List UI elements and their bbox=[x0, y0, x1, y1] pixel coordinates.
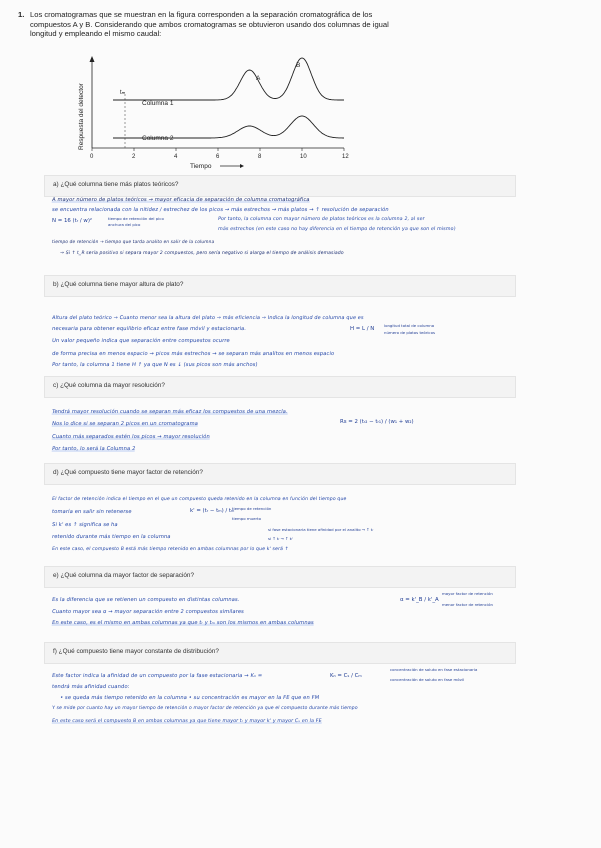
answer-c-line-2: Nos lo dice si se separan 2 picos en un cromatograma bbox=[51, 421, 199, 427]
answer-f-line-2: tendrá más afinidad cuando: bbox=[51, 684, 130, 690]
answer-b-line-1: Altura del plato teórico → Cuanto menor sea la altura del plato → más eficiencia → Indica la longitud de columna que es bbox=[51, 315, 365, 321]
formula-a: N = 16 (tᵣ / w)² bbox=[52, 218, 93, 224]
x-tick-label: 4 bbox=[174, 154, 178, 160]
note-f-2: concentración de soluto en fase móvil bbox=[390, 677, 465, 682]
answer-b-line-3: Un valor pequeño indica que separación entre compuestos ocurre bbox=[51, 338, 231, 344]
answer-d-line-5: En este caso, el compuesto B está más tiempo retenido en ambas columnas por lo que k' será ↑ bbox=[51, 547, 289, 552]
subquestion-a-label: a) ¿Qué columna tiene más platos teóricos? bbox=[53, 181, 179, 188]
answer-f-line-5: En este caso será el compuesto B en ambas columnas ya que tiene mayor tᵣ y mayor k' y mayor Cₛ en la FE bbox=[51, 719, 322, 724]
answer-d-line-2: tomaría en salir sin retenerse bbox=[51, 509, 132, 515]
note-e-2: menor factor de retención bbox=[442, 602, 493, 607]
x-axis-label: Tiempo bbox=[190, 163, 212, 170]
answer-e-line-3: En este caso, es el mismo en ambas columnas ya que tᵣ y tₘ son los mismos en ambas columnas bbox=[51, 620, 315, 626]
answer-a-line-5: tiempo de retención → tiempo que tarda analito en salir de la columna bbox=[51, 240, 215, 245]
answer-f-line-1: Este factor indica la afinidad de un compuesto por la fase estacionaria → Kₙ = bbox=[51, 673, 263, 679]
answer-b-line-4: de forma precisa en menos espacio → picos más estrechos → se separan más analitos en menos espacio bbox=[51, 351, 335, 357]
formula-e: α = k'_B / k'_A bbox=[400, 597, 439, 603]
x-tick-label: 6 bbox=[216, 154, 220, 160]
y-axis-arrow bbox=[90, 56, 95, 62]
answer-a-line-2: se encuentra relacionada con la nitidez / estrechez de los picos → más estrechos → más platos → ↑ resolución de separación bbox=[51, 207, 390, 213]
y-axis-label: Respuesta del detector bbox=[78, 83, 85, 150]
subquestion-c-box bbox=[44, 376, 516, 398]
answer-e-line-2: Cuanto mayor sea α → mayor separación entre 2 compuestos similares bbox=[51, 609, 245, 615]
answer-c-line-1: Tendrá mayor resolución cuando se separan más eficaz los compuestos de una mezcla. bbox=[51, 409, 289, 415]
formula-f: Kₙ = Cₛ / Cₘ bbox=[330, 673, 362, 679]
x-tick-labels bbox=[90, 148, 349, 160]
answer-a-line-3: Por tanto, la columna con mayor número de platos teóricos es la columna 2, al ser bbox=[217, 217, 425, 222]
note-b-2: número de platos teóricos bbox=[384, 330, 435, 335]
dead-time-label: tₘ bbox=[120, 90, 126, 96]
answer-b-line-2: necesaria para obtener equilibrio eficaz entre fase móvil y estacionaria. bbox=[51, 326, 247, 332]
peak-label-a: A bbox=[256, 75, 261, 82]
answer-d-line-3: Si k' es ↑ significa se ha bbox=[51, 522, 119, 528]
subquestion-a-box bbox=[44, 175, 516, 197]
note-e-1: mayor factor de retención bbox=[442, 591, 493, 596]
series-label-columna-1: Columna 1 bbox=[142, 100, 174, 107]
note-f-1: concentración de soluto en fase estacionaria bbox=[390, 667, 478, 672]
x-axis-label-arrowhead bbox=[240, 164, 244, 168]
subquestion-f-label: f) ¿Qué compuesto tiene mayor constante de distribución? bbox=[53, 648, 219, 655]
answer-d-line-4: retenido durante más tiempo en la columna bbox=[51, 534, 171, 540]
answer-a-line-1: A mayor número de platos teóricos → mayor eficacia de separación de columna cromatográfica bbox=[51, 197, 311, 203]
formula-d: k' = (tᵣ − tₘ) / tₘ bbox=[190, 508, 235, 514]
chromatogram-figure bbox=[72, 50, 362, 175]
formula-c: Rs = 2 (tᵣ₂ − tᵣ₁) / (w₁ + w₂) bbox=[340, 419, 414, 425]
x-tick-label: 8 bbox=[258, 154, 262, 160]
answer-a-line-4: más estrechos (en este caso no hay diferencia en el tiempo de retención ya que son el mismo) bbox=[217, 227, 456, 232]
formula-b: H = L / N bbox=[350, 326, 375, 332]
note-d-3: si fase estacionaria tiene afinidad por el analito → ↑ tᵣ bbox=[268, 527, 374, 532]
answer-b-line-5: Por tanto, la columna 1 tiene H ↑ ya que N es ↓ (sus picos son más anchos) bbox=[51, 362, 258, 368]
subquestion-f-box bbox=[44, 642, 516, 664]
answer-e-line-1: Es la diferencia que se retienen un compuesto en distintas columnas. bbox=[51, 597, 240, 603]
answer-c-line-4: Por tanto, lo será la Columna 2 bbox=[51, 446, 136, 452]
note-d-1: tiempo de retención bbox=[232, 506, 272, 511]
answer-c-line-3: Cuanto más separados estén los picos → mayor resolución bbox=[51, 434, 211, 440]
series-line-columna-1 bbox=[113, 58, 344, 100]
note-b-1: longitud total de columna bbox=[384, 323, 435, 328]
peak-label-b: B bbox=[296, 62, 301, 69]
answer-d-line-1: El factor de retención indica el tiempo en el que un compuesto queda retenido en la columna en función del tiempo que bbox=[51, 497, 347, 502]
series-label-columna-2: Columna 2 bbox=[142, 135, 174, 142]
subquestion-c-label: c) ¿Qué columna da mayor resolución? bbox=[53, 382, 165, 389]
question-number: 1. bbox=[18, 10, 25, 19]
question-text: Los cromatogramas que se muestran en la figura corresponden a la separación cromatográfica de los compuestos A y B. Considerando que ambos cromatogramas se obtuvieron usando dos columnas de igual longitud y empleando el mismo caudal: bbox=[30, 10, 389, 39]
x-tick-label: 12 bbox=[342, 154, 349, 160]
subquestion-d-box bbox=[44, 463, 516, 485]
subquestion-d-label: d) ¿Qué compuesto tiene mayor factor de retención? bbox=[53, 469, 203, 476]
subquestion-e-label: e) ¿Qué columna da mayor factor de separación? bbox=[53, 572, 195, 579]
note-d-2: tiempo muerto bbox=[232, 516, 262, 521]
subquestion-e-box bbox=[44, 566, 516, 588]
x-tick-label: 10 bbox=[300, 154, 307, 160]
x-tick-label: 0 bbox=[90, 154, 94, 160]
answer-f-line-3: • se queda más tiempo retenido en la columna • su concentración es mayor en la FE que en FM bbox=[59, 695, 320, 701]
note-a-2: anchura del pico bbox=[108, 222, 141, 227]
answer-f-line-4: Y se mide por cuanto hay un mayor tiempo de retención o mayor factor de retención ya que el compuesto durante más tiempo bbox=[51, 706, 358, 711]
subquestion-b-label: b) ¿Qué columna tiene mayor altura de plato? bbox=[53, 281, 184, 288]
subquestion-b-box bbox=[44, 275, 516, 297]
note-d-4: si ↑ tᵣ → ↑ k' bbox=[268, 536, 293, 541]
answer-a-line-6: → Si ↑ t_R sería positivo si separa mayor 2 compuestos, pero sería negativo si alarga el tiempo de análisis demasiado bbox=[59, 251, 345, 256]
note-a-1: tiempo de retención del pico bbox=[108, 216, 164, 221]
x-tick-label: 2 bbox=[132, 154, 136, 160]
question-statement bbox=[18, 10, 400, 39]
